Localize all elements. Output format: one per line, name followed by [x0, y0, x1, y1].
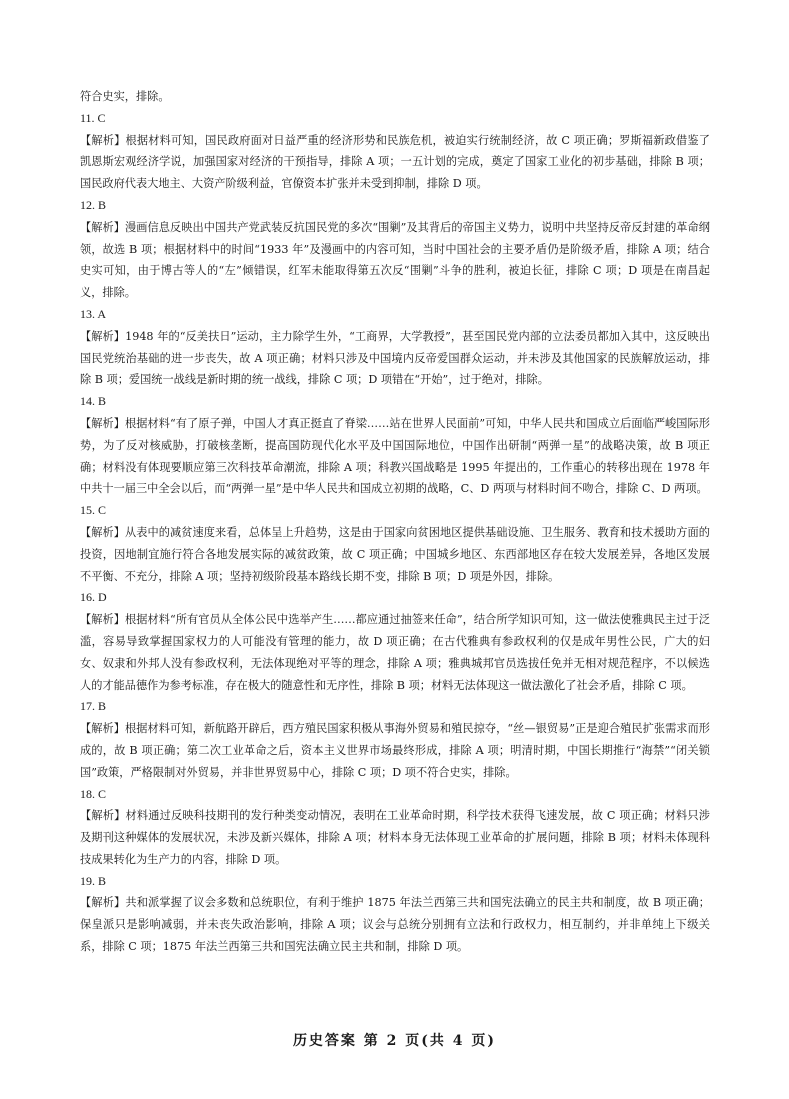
item-explanation: 【解析】共和派掌握了议会多数和总统职位，有利于维护 1875 年法兰西第三共和国宪法确立的民主共和制度，故 B 项正确；保皇派只是影响减弱，并未丧失政治影响，排除 A 项；议会与总统分别拥有立法和行政权力，相互制约，并非单纯上下级关系，排除 C 项；1875 年法兰西第三共和国宪法确立民主共和制，排除 D 项。: [80, 896, 710, 954]
item-number: 19. B: [80, 873, 107, 888]
item-number: 12. B: [80, 197, 107, 212]
item-explanation: 【解析】从表中的减贫速度来看，总体呈上升趋势，这是由于国家向贫困地区提供基础设施、卫生服务、教育和技术援助方面的投资，因地制宜施行符合各地发展实际的减贫政策，故 C 项正确；中国城乡地区、东西部地区存在较大发展差异，各地区发展不平衡、不充分，排除 A 项；坚持初级阶段基本路线长期不变，排除 B 项；D 项是外因，排除。: [80, 525, 710, 583]
item-number: 14. B: [80, 394, 107, 409]
item-number: 11. C: [80, 110, 106, 125]
item-number: 15. C: [80, 503, 107, 518]
item-explanation: 【解析】漫画信息反映出中国共产党武装反抗国民党的多次“围剿”及其背后的帝国主义势力，说明中共坚持反帝反封建的革命纲领，故选 B 项；根据材料中的时间“1933 年”及漫画中的内容可知，当时中国社会的主要矛盾仍是阶级矛盾，排除 A 项；结合史实可知，由于博古等人的“左”倾错误，红军未能取得第五次反“围剿”斗争的胜利，被迫长征，排除 C 项；D 项是在南昌起义，排除。: [80, 220, 710, 300]
lead-text: 符合史实，排除。: [80, 90, 170, 103]
item-explanation: 【解析】材料通过反映科技期刊的发行种类变动情况，表明在工业革命时期，科学技术获得飞速发展，故 C 项正确；材料只涉及期刊这种媒体的发展状况，未涉及新兴媒体，排除 A 项；材料本身无法体现工业革命的扩展问题，排除 B 项；材料未体现科技成果转化为生产力的内容，排除 D 项。: [80, 809, 710, 866]
item-explanation: 【解析】1948 年的“反美扶日”运动，主力除学生外，“工商界，大学教授”，甚至国民党内部的立法委员都加入其中，这反映出国民党统治基础的进一步丧失，故 A 项正确；材料只涉及中国境内反帝爱国群众运动，并未涉及其他国家的民族解放运动，排除 B 项；爱国统一战线是新时期的统一战线，排除 C 项；D 项错在“开始”，过于绝对，排除。: [80, 329, 710, 387]
item-explanation: 【解析】根据材料可知，国民政府面对日益严重的经济形势和民族危机，被迫实行统制经济，故 C 项正确；罗斯福新政借鉴了凯恩斯宏观经济学说，加强国家对经济的干预指导，排除 A 项；一五计划的完成，奠定了国家工业化的初步基础，排除 B 项；国民政府代表大地主、大资产阶级利益，官僚资本扩张并未受到抑制，排除 D 项。: [80, 133, 710, 191]
item-explanation: 【解析】根据材料“有了原子弹，中国人才真正挺直了脊梁……站在世界人民面前”可知，中华人民共和国成立后面临严峻国际形势，为了反对核威胁，打破核垄断，提高国防现代化水平及中国国际地位，中国作出研制“两弹一星”的战略决策，故 B 项正确；材料没有体现要顺应第三次科技革命潮流，排除 A 项；科教兴国战略是 1995 年提出的，工作重心的转移出现在 1978 年中共十一届三中全会以后，而“两弹一星”是中华人民共和国成立初期的战略，C、D 两项与材料时间不吻合，排除 C、D 两项。: [80, 416, 710, 496]
item-explanation: 【解析】根据材料“所有官员从全体公民中选举产生……都应通过抽签来任命”，结合所学知识可知，这一做法使雅典民主过于泛滥，容易导致掌握国家权力的人可能没有管理的能力，故 D 项正确；在古代雅典有参政权利的仅是成年男性公民，广大的妇女、奴隶和外邦人没有参政权利，无法体现绝对平等的理念，排除 A 项；雅典城邦官员选拔任免并无相对规范程序，不以候选人的才能品德作为参考标准，存在极大的随意性和无序性，排除 B 项；材料无法体现这一做法激化了社会矛盾，排除 C 项。: [80, 613, 710, 692]
page-footer: 历史答案 第 2 页(共 4 页): [292, 1033, 497, 1049]
answer-content: [80, 86, 710, 958]
item-explanation: 【解析】根据材料可知，新航路开辟后，西方殖民国家积极从事海外贸易和殖民掠夺，“丝—银贸易”正是迎合殖民扩张需求而形成的，故 B 项正确；第二次工业革命之后，资本主义世界市场最终形成，排除 A 项；明清时期，中国长期推行“海禁”“闭关锁国”政策，严格限制对外贸易，并非世界贸易中心，排除 C 项；D 项不符合史实，排除。: [80, 722, 710, 779]
item-number: 18. C: [80, 786, 107, 801]
item-number: 17. B: [80, 699, 107, 714]
item-number: 13. A: [80, 306, 107, 321]
item-number: 16. D: [80, 590, 107, 605]
